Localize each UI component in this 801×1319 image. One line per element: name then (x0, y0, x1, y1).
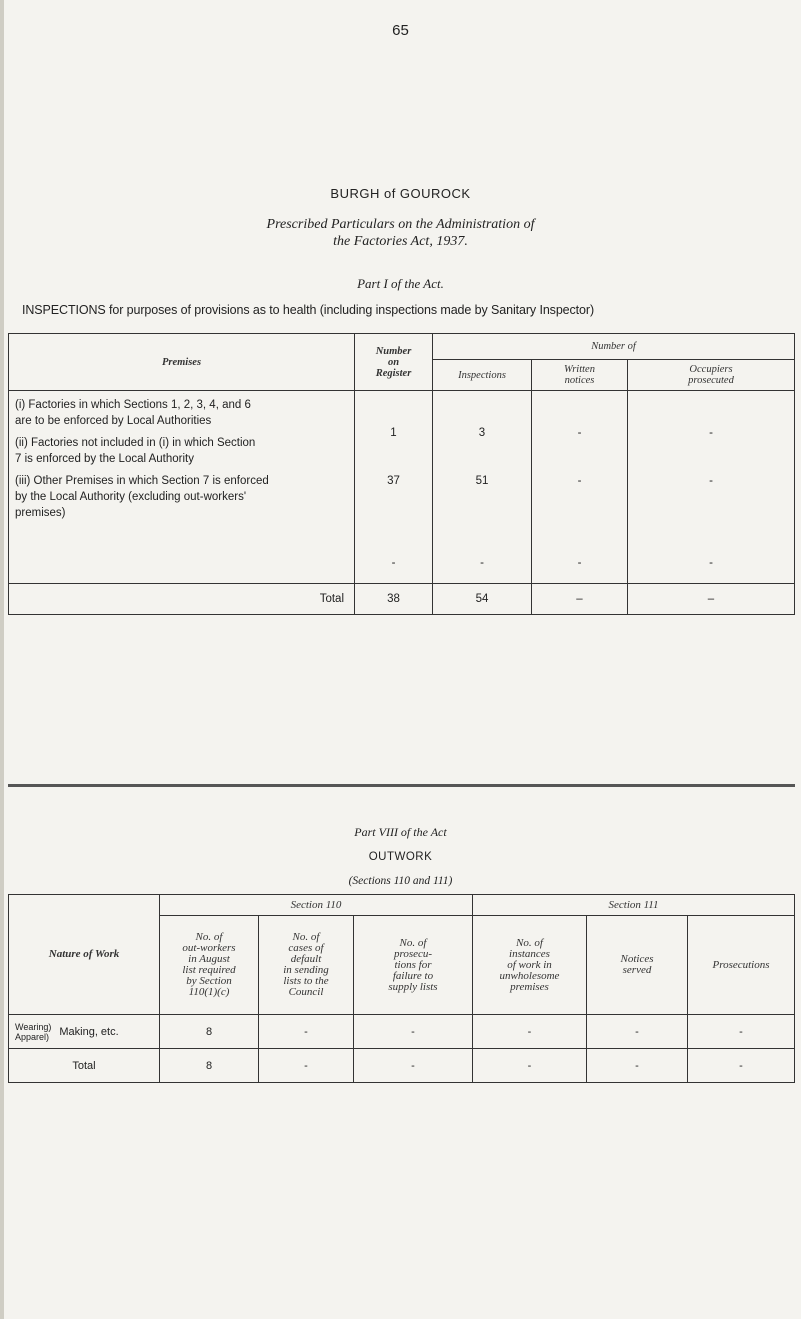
default-header-line: Council (288, 986, 324, 998)
written-notices-line2: notices (564, 375, 595, 386)
outworkers-header-line: 110(1)(c) (188, 986, 230, 998)
inspections-header: Inspections (433, 360, 532, 391)
inspections-heading: INSPECTIONS for purposes of provisions as to health (including inspections made by Sanitary Inspector) (22, 303, 595, 317)
outwork-table (8, 894, 795, 1083)
section110-header: Section 110 (160, 895, 473, 916)
work-bracket-line2: Apparel) (15, 1031, 50, 1042)
prosecuted-values (628, 391, 795, 584)
report-title-line1: Prescribed Particulars on the Administration of (266, 217, 535, 232)
default-header (259, 916, 354, 1015)
work-label-cell (9, 1015, 160, 1049)
outworkers-header-line: list required (182, 964, 236, 976)
premises-row-3 (15, 473, 354, 521)
instances-header-line: instances (509, 947, 550, 960)
report-title (0, 216, 801, 250)
occupiers-prosecuted-line2: prosecuted (688, 375, 734, 386)
instances-header-line: premises (510, 980, 549, 993)
total-label: Total (9, 584, 355, 615)
outwork-total-prosecutions-fail: - (354, 1049, 473, 1083)
instances-value: - (473, 1015, 587, 1049)
premises-row-1-line1: (i) Factories in which Sections 1, 2, 3, 4, and 6 (15, 399, 251, 411)
number-of-header: Number of (433, 334, 795, 360)
default-header-line: cases of (288, 942, 324, 954)
inspection-value: 51 (475, 475, 489, 487)
prosecutions-fail-header-line: No. of (399, 936, 427, 949)
burgh-heading: BURGH of GOUROCK (330, 186, 471, 201)
outworkers-header-line: out-workers (182, 942, 236, 954)
occupiers-prosecuted-header (628, 360, 795, 391)
prosecutions-fail-header (354, 916, 473, 1015)
register-header-line3: Register (375, 367, 412, 379)
work-label: Making, etc. (59, 1025, 119, 1038)
register-value: 1 (390, 427, 397, 439)
outwork-total-default: - (259, 1049, 354, 1083)
prosecutions-fail-header-line: supply lists (388, 980, 438, 993)
notices-served-header (587, 916, 688, 1015)
prosecutions-header: Prosecutions (688, 916, 795, 1015)
register-header (355, 334, 433, 391)
part1-heading: Part I of the Act. (357, 276, 444, 291)
register-header-line2: on (387, 356, 400, 368)
total-prosecuted: – (628, 584, 795, 615)
premises-row-2-line1: (ii) Factories not included in (i) in which Section (15, 437, 256, 449)
register-value: 37 (387, 475, 400, 487)
notices-served-header-line: Notices (620, 953, 654, 965)
total-notices: – (532, 584, 628, 615)
outwork-total-notices: - (587, 1049, 688, 1083)
inspection-value: 3 (478, 427, 486, 439)
total-inspections: 54 (433, 584, 532, 615)
default-header-line: No. of (292, 931, 320, 943)
sections-heading: (Sections 110 and 111) (348, 875, 453, 887)
outwork-data-row (9, 1015, 795, 1049)
inspection-value: - (480, 557, 484, 569)
outworkers-header (160, 916, 259, 1015)
table1-bottom-rule (8, 784, 795, 787)
outworkers-header-line: in August (188, 953, 230, 965)
premises-cell (9, 391, 355, 584)
default-header-line: default (290, 953, 322, 965)
prosecutions-fail-header-line: prosecu- (393, 947, 433, 960)
outwork-heading: OUTWORK (368, 851, 433, 863)
notices-served-header-line: served (622, 964, 652, 976)
prosecutions-fail-header-line: failure to (392, 969, 434, 982)
outworkers-header-line: by Section (186, 975, 232, 987)
prosecutions-fail-value: - (354, 1015, 473, 1049)
table1-total-row (9, 584, 795, 615)
default-header-line: in sending (283, 964, 329, 976)
part8-heading: Part VIII of the Act (354, 825, 447, 839)
prosecuted-value: - (709, 427, 713, 439)
premises-row-3-line1: (iii) Other Premises in which Section 7 is enforced (15, 475, 269, 487)
premises-row-2 (15, 435, 354, 467)
instances-header-line: of work in (507, 958, 552, 971)
outwork-total-instances: - (473, 1049, 587, 1083)
outwork-total-prosecutions: - (688, 1049, 795, 1083)
section111-header: Section 111 (473, 895, 795, 916)
inspection-values (433, 391, 532, 584)
page-number: 65 (392, 22, 409, 39)
outwork-total-label: Total (9, 1049, 160, 1083)
premises-header: Premises (9, 334, 355, 391)
notice-value: - (577, 557, 582, 569)
total-register: 38 (355, 584, 433, 615)
instances-header (473, 916, 587, 1015)
premises-row-3-line2: by the Local Authority (excluding out-workers' (15, 491, 247, 503)
outwork-total-outworkers: 8 (160, 1049, 259, 1083)
work-bracket (15, 1022, 51, 1042)
outworkers-header-line: No. of (195, 931, 223, 943)
notices-value: - (587, 1015, 688, 1049)
work-bracket-line1: Wearing) (15, 1021, 52, 1032)
occupiers-prosecuted-line1: Occupiers (689, 364, 733, 375)
outwork-total-row (9, 1049, 795, 1083)
register-values (355, 391, 433, 584)
premises-row-1 (15, 397, 354, 429)
prosecuted-value: - (709, 475, 713, 487)
default-header-line: lists to the (283, 975, 329, 987)
premises-row-2-line2: 7 is enforced by the Local Authority (15, 453, 194, 465)
written-notices-line1: Written (564, 364, 595, 375)
notice-value: - (577, 427, 582, 439)
instances-header-line: No. of (516, 936, 543, 949)
report-title-line2: the Factories Act, 1937. (333, 234, 468, 249)
outworkers-value: 8 (160, 1015, 259, 1049)
written-notices-header (532, 360, 628, 391)
default-value: - (259, 1015, 354, 1049)
register-value: - (391, 557, 396, 569)
prosecuted-value: - (709, 557, 713, 569)
prosecutions-fail-header-line: tions for (394, 958, 432, 971)
inspections-table (8, 333, 795, 615)
notice-value: - (577, 475, 582, 487)
premises-row-3-line3: premises) (15, 507, 66, 519)
nature-of-work-header: Nature of Work (9, 895, 160, 1015)
premises-row-1-line2: are to be enforced by Local Authorities (15, 415, 212, 427)
prosecutions-value: - (688, 1015, 795, 1049)
instances-header-line: unwholesome (499, 969, 560, 982)
notice-values (532, 391, 628, 584)
register-header-line1: Number (375, 345, 412, 357)
